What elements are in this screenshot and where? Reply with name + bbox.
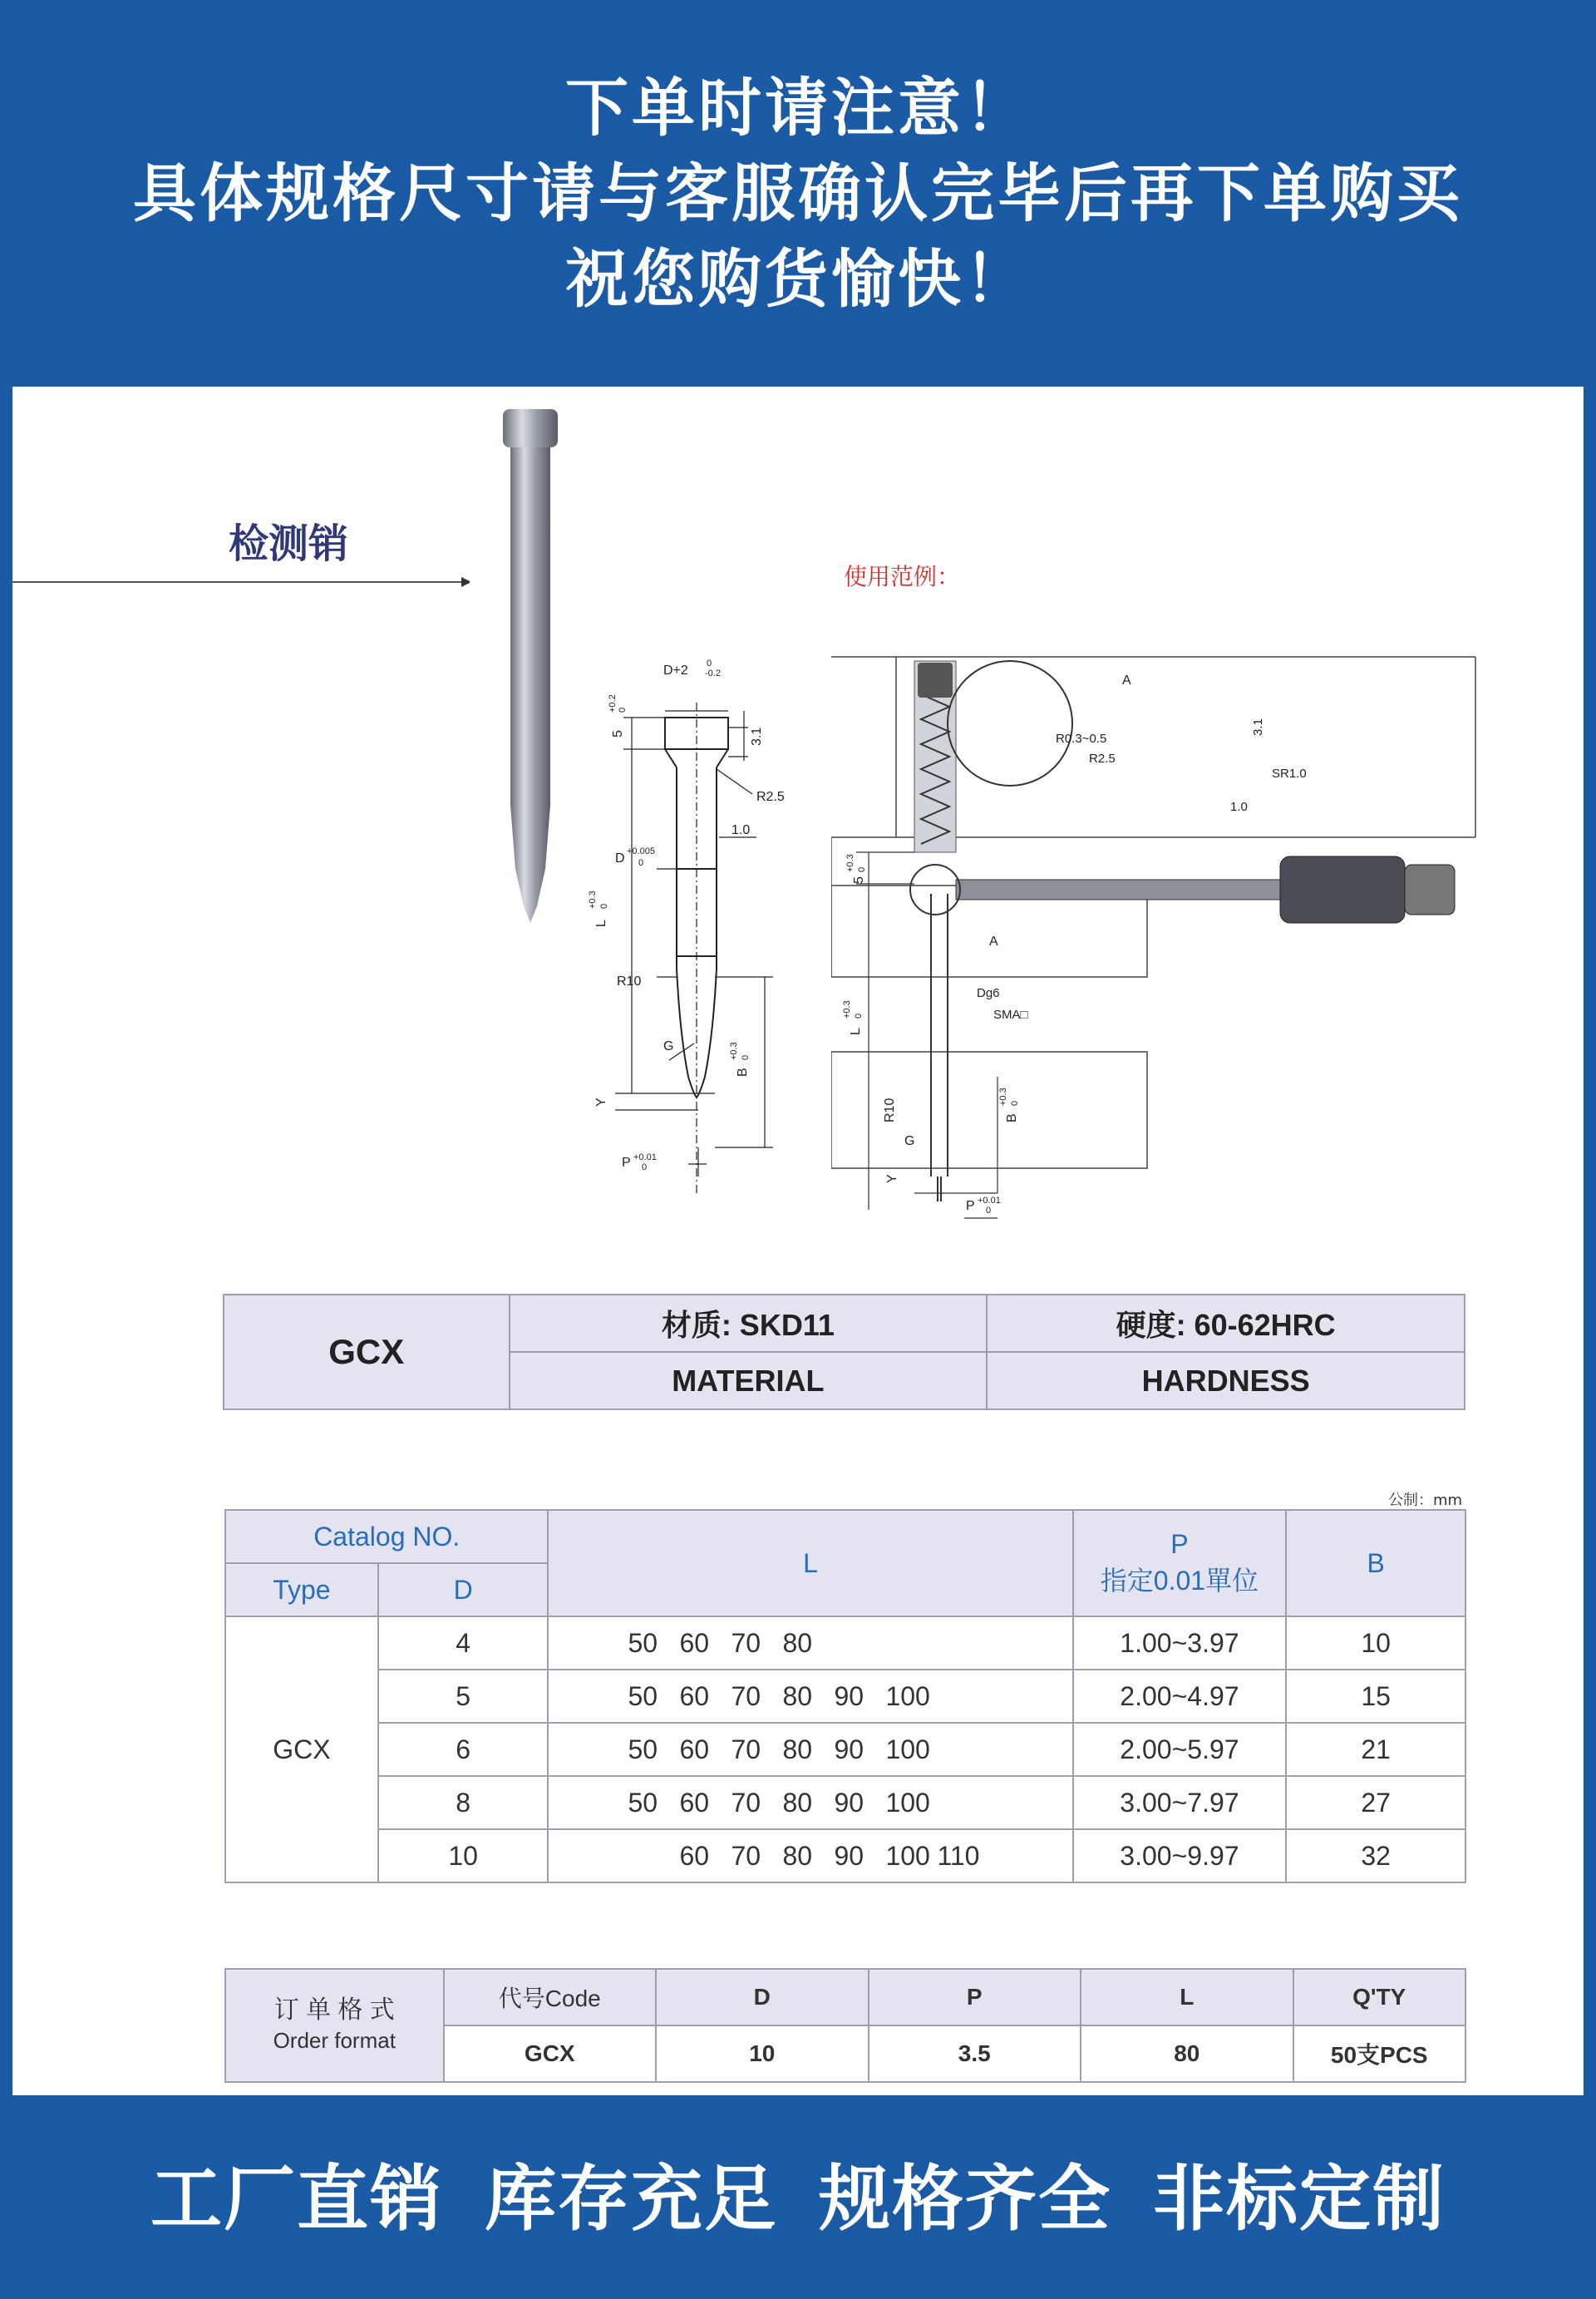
order-header-code: 代号Code bbox=[444, 1969, 657, 2025]
usage-label-l: L bbox=[849, 1028, 863, 1035]
header-line-1: 下单时请注意！ bbox=[565, 71, 1031, 145]
cell-l bbox=[548, 1616, 1072, 1670]
l-value: 90 bbox=[834, 1680, 864, 1711]
l-value: 80 bbox=[782, 1627, 813, 1658]
order-format-label bbox=[225, 1969, 444, 2082]
usage-label-sr1-0: SR1.0 bbox=[1272, 767, 1307, 781]
l-value: 90 bbox=[834, 1840, 864, 1871]
usage-label-five-tol-dn: 0 bbox=[857, 866, 867, 872]
slogan-item: 库存充足 bbox=[485, 2158, 777, 2241]
usage-label-r10: R10 bbox=[883, 1098, 897, 1122]
order-format-table bbox=[224, 1968, 1466, 2083]
usage-label-b-tol-up: +0.3 bbox=[998, 1088, 1008, 1106]
cell-l bbox=[548, 1776, 1072, 1829]
dim-d-tol-up: +0.005 bbox=[627, 846, 655, 856]
l-value: 60 bbox=[679, 1787, 710, 1818]
dim-d-tol-dn: 0 bbox=[638, 858, 644, 868]
usage-label-g: G bbox=[904, 1134, 915, 1148]
dim-five-tol-up: +0.2 bbox=[608, 694, 618, 713]
order-value-l: 80 bbox=[1081, 2025, 1293, 2082]
l-value: 50 bbox=[628, 1787, 658, 1818]
l-value: 100 bbox=[885, 1680, 930, 1711]
l-value: 100 bbox=[885, 1840, 930, 1871]
cell-b: 21 bbox=[1286, 1723, 1465, 1776]
order-format-label-en: Order format bbox=[273, 2028, 396, 2053]
cell-d: 8 bbox=[378, 1776, 549, 1829]
table-row bbox=[225, 1670, 1465, 1723]
dim-l-tol-up: +0.3 bbox=[588, 890, 598, 909]
usage-label-y: Y bbox=[885, 1174, 899, 1183]
footer-banner bbox=[0, 2095, 1596, 2299]
usage-label-five: 5 bbox=[852, 876, 866, 884]
l-value: 80 bbox=[782, 1680, 813, 1711]
cell-b: 27 bbox=[1286, 1776, 1465, 1829]
dim-r2-5: R2.5 bbox=[756, 790, 785, 804]
l-value: 90 bbox=[834, 1787, 864, 1818]
dim-1-0: 1.0 bbox=[732, 823, 751, 837]
product-label: 检测销 bbox=[229, 520, 349, 567]
usage-label-dg6: Dg6 bbox=[977, 986, 1000, 1000]
order-header-d: D bbox=[656, 1969, 869, 2025]
cell-b: 15 bbox=[1286, 1670, 1465, 1723]
table-row bbox=[225, 1829, 1465, 1882]
header-l: L bbox=[548, 1510, 1072, 1616]
dim-l-tol-dn: 0 bbox=[599, 903, 609, 909]
usage-label-a: A bbox=[1122, 673, 1131, 688]
header-line-2: 具体规格尺寸请与客服确认完毕后再下单购买 bbox=[133, 156, 1463, 230]
usage-label-r03: R0.3~0.5 bbox=[1056, 732, 1107, 746]
dim-p-tol-dn: 0 bbox=[642, 1162, 648, 1172]
order-header-l: L bbox=[1081, 1969, 1293, 2025]
cell-p: 3.00~9.97 bbox=[1073, 1829, 1287, 1882]
l-value: 90 bbox=[834, 1734, 864, 1764]
dim-g: G bbox=[663, 1039, 674, 1053]
hardness-cn: 硬度: 60-62HRC bbox=[987, 1295, 1465, 1352]
dim-d-plus-tol-up: 0 bbox=[707, 659, 712, 668]
header-line-3: 祝您购货愉快！ bbox=[565, 242, 1031, 316]
cell-d: 6 bbox=[378, 1723, 549, 1776]
dim-y: Y bbox=[594, 1098, 608, 1107]
cell-l bbox=[548, 1723, 1072, 1776]
usage-label-five-tol-up: +0.3 bbox=[845, 854, 855, 872]
type-value: GCX bbox=[225, 1616, 378, 1882]
material-code: GCX bbox=[224, 1295, 510, 1409]
usage-label-a2: A bbox=[989, 935, 998, 949]
cell-l bbox=[548, 1829, 1072, 1882]
header-b: B bbox=[1286, 1510, 1465, 1616]
dim-r10: R10 bbox=[617, 974, 642, 989]
l-value: 50 bbox=[628, 1627, 658, 1658]
cell-d: 4 bbox=[378, 1616, 549, 1670]
usage-label-l-tol-up: +0.3 bbox=[842, 1000, 852, 1019]
usage-label-p-tol-up: +0.01 bbox=[978, 1196, 1001, 1206]
dim-b-tol-dn: 0 bbox=[741, 1054, 751, 1060]
usage-label-p-tol-dn: 0 bbox=[986, 1206, 992, 1216]
unit-note: 公制：mm bbox=[1388, 1492, 1463, 1509]
order-value-p: 3.5 bbox=[869, 2025, 1081, 2082]
slogan-item: 非标定制 bbox=[1153, 2158, 1446, 2241]
dim-l: L bbox=[594, 920, 608, 927]
usage-label-b-tol-dn: 0 bbox=[1010, 1100, 1020, 1106]
cell-d: 5 bbox=[378, 1670, 549, 1723]
l-value: 70 bbox=[731, 1627, 761, 1658]
header-catalog-no: Catalog NO. bbox=[225, 1510, 548, 1563]
l-value: 110 bbox=[937, 1840, 980, 1871]
l-value: 70 bbox=[731, 1787, 761, 1818]
l-value: 100 bbox=[885, 1734, 930, 1764]
order-value-code: GCX bbox=[444, 2025, 657, 2082]
material-en: MATERIAL bbox=[510, 1352, 988, 1409]
pin-dimension-drawing bbox=[582, 644, 823, 1193]
header-type: Type bbox=[225, 1563, 378, 1616]
order-header-qty: Q'TY bbox=[1293, 1969, 1465, 2025]
usage-label-l-tol-dn: 0 bbox=[854, 1013, 864, 1019]
header-p-label: P bbox=[1170, 1528, 1189, 1559]
cell-b: 10 bbox=[1286, 1616, 1465, 1670]
table-row bbox=[225, 1723, 1465, 1776]
cell-l bbox=[548, 1670, 1072, 1723]
order-value-qty: 50支PCS bbox=[1293, 2025, 1465, 2082]
usage-label-1-0: 1.0 bbox=[1230, 800, 1248, 814]
material-table bbox=[223, 1294, 1465, 1410]
order-header-p: P bbox=[869, 1969, 1081, 2025]
pointer-arrow bbox=[12, 574, 470, 590]
usage-label-sma: SMA□ bbox=[993, 1008, 1028, 1022]
order-format-label-cn: 订 单 格 式 bbox=[273, 1996, 395, 2024]
header-banner bbox=[0, 0, 1596, 387]
cell-p: 1.00~3.97 bbox=[1073, 1616, 1287, 1670]
dim-d-plus-tol-dn: -0.2 bbox=[705, 668, 721, 678]
l-value: 60 bbox=[679, 1680, 710, 1711]
l-value: 80 bbox=[782, 1787, 813, 1818]
l-value: 60 bbox=[679, 1840, 710, 1871]
usage-label-r25: R2.5 bbox=[1089, 752, 1116, 766]
header-p bbox=[1073, 1510, 1287, 1616]
hardness-en: HARDNESS bbox=[987, 1352, 1465, 1409]
dim-p: P bbox=[622, 1156, 631, 1170]
usage-label-3-1: 3.1 bbox=[1251, 718, 1265, 736]
order-value-d: 10 bbox=[656, 2025, 869, 2082]
l-value: 50 bbox=[628, 1680, 658, 1711]
cell-b: 32 bbox=[1286, 1829, 1465, 1882]
l-value: 80 bbox=[782, 1840, 813, 1871]
l-value: 60 bbox=[679, 1627, 710, 1658]
header-p-note: 指定0.01單位 bbox=[1100, 1565, 1259, 1596]
l-value: 70 bbox=[731, 1680, 761, 1711]
dim-b: B bbox=[736, 1068, 750, 1077]
l-value: 100 bbox=[885, 1787, 930, 1818]
dim-d-plus: D+2 bbox=[663, 664, 688, 678]
usage-label-b: B bbox=[1005, 1113, 1019, 1122]
l-value: 70 bbox=[731, 1840, 761, 1871]
dim-d-tol: D bbox=[615, 851, 625, 866]
l-value: 50 bbox=[628, 1734, 658, 1764]
usage-example-title: 使用范例： bbox=[844, 563, 961, 590]
l-value: 80 bbox=[782, 1734, 813, 1764]
dim-five-tol-dn: 0 bbox=[618, 707, 628, 713]
cell-p: 2.00~5.97 bbox=[1073, 1723, 1287, 1776]
dim-five: 5 bbox=[611, 730, 625, 738]
pin-photo bbox=[490, 403, 574, 935]
table-row bbox=[225, 1776, 1465, 1829]
header-d: D bbox=[378, 1563, 549, 1616]
table-row bbox=[225, 1616, 1465, 1670]
slogan-item: 规格齐全 bbox=[819, 2158, 1111, 2241]
dim-p-tol-up: +0.01 bbox=[633, 1152, 657, 1162]
l-value: 70 bbox=[731, 1734, 761, 1764]
spec-table bbox=[224, 1509, 1466, 1883]
dim-3-1: 3.1 bbox=[750, 727, 764, 746]
usage-example-drawing bbox=[831, 644, 1496, 1226]
cell-d: 10 bbox=[378, 1829, 549, 1882]
cell-p: 2.00~4.97 bbox=[1073, 1670, 1287, 1723]
footer-slogans bbox=[0, 2158, 1596, 2241]
l-value: 60 bbox=[679, 1734, 710, 1764]
material-cn: 材质: SKD11 bbox=[510, 1295, 988, 1352]
usage-label-p: P bbox=[966, 1199, 975, 1213]
dim-b-tol-up: +0.3 bbox=[729, 1042, 739, 1060]
cell-p: 3.00~7.97 bbox=[1073, 1776, 1287, 1829]
slogan-item: 工厂直销 bbox=[150, 2158, 443, 2241]
